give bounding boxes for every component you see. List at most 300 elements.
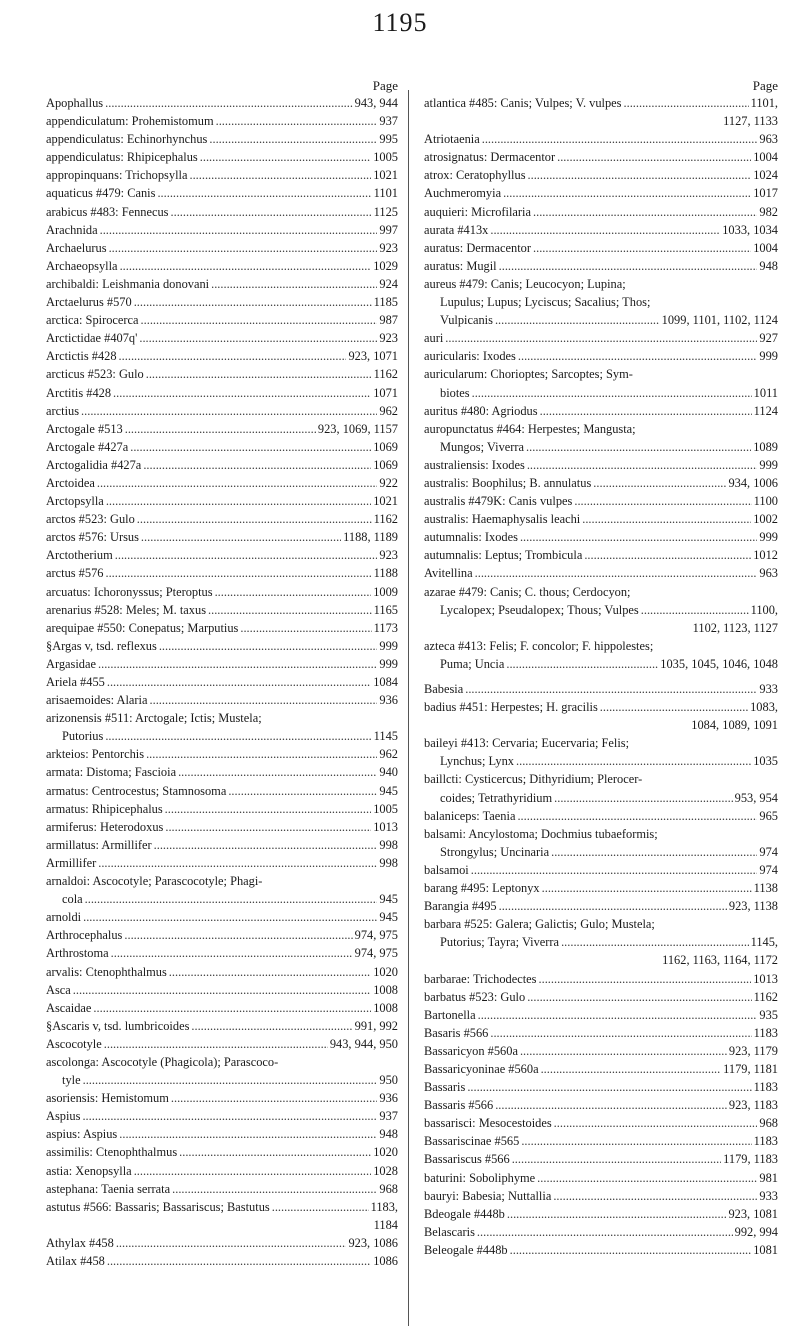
entry-pages: 1069	[373, 439, 398, 454]
entry-text: barbatus #523: Gulo	[424, 989, 526, 1004]
entry-pages: 992, 994	[734, 1224, 778, 1239]
entry-pages: 1183,	[370, 1199, 398, 1214]
leader-dots	[228, 782, 377, 800]
index-entry	[424, 1205, 778, 1223]
index-entry	[46, 1198, 398, 1234]
entry-text: badius #451: Herpestes; H. gracilis	[424, 700, 598, 715]
entry-pages: 1099, 1101, 1102, 1124	[661, 313, 778, 328]
entry-text: australiensis: Ixodes	[424, 457, 525, 472]
entry-pages: 1017	[753, 186, 778, 201]
entry-pages: 1020	[373, 964, 398, 979]
leader-dots	[119, 1125, 377, 1143]
entry-text: Basaris #566	[424, 1025, 489, 1040]
leader-dots	[106, 492, 371, 510]
leader-dots	[541, 1060, 722, 1078]
index-entry	[424, 347, 778, 365]
index-entry	[46, 275, 398, 293]
entry-pages: 922	[379, 475, 398, 490]
leader-dots	[533, 203, 757, 221]
entry-pages: 1086	[373, 1254, 398, 1268]
index-entry	[46, 583, 398, 601]
entry-text: arizonensis #511: Arctogale; Ictis; Mustela;	[46, 711, 262, 726]
index-entry	[46, 1035, 398, 1053]
leader-dots	[537, 1169, 757, 1187]
entry-pages: 933	[759, 1188, 778, 1203]
leader-dots	[540, 402, 752, 420]
entry-pages: 1084	[373, 675, 398, 689]
leader-dots	[539, 970, 752, 988]
entry-text: Atriotaenia	[424, 132, 480, 147]
index-entry	[424, 583, 778, 637]
entry-text: assimilis: Ctenophthalmus	[46, 1145, 178, 1160]
index-entry	[46, 203, 398, 221]
entry-text: Arthrocephalus	[46, 928, 123, 943]
index-entry	[424, 402, 778, 420]
entry-pages: 999	[759, 457, 778, 472]
entry-pages: 1028	[373, 1163, 398, 1178]
leader-dots	[520, 1042, 727, 1060]
page-number: 1195	[372, 8, 428, 37]
leader-dots	[542, 879, 752, 897]
entry-pages: 923, 1069, 1157	[317, 421, 398, 436]
index-entry	[46, 546, 398, 564]
entry-text: autumnalis: Leptus; Trombicula	[424, 548, 583, 563]
entry-text: Lupulus; Lupus; Lyciscus; Sacalius; Thos;	[440, 295, 651, 310]
index-entry	[46, 365, 398, 383]
entry-text: Apophallus	[46, 96, 104, 110]
index-entry	[424, 1024, 778, 1042]
entry-text: Bassaris #566	[424, 1098, 494, 1113]
entry-pages: 923, 1081	[728, 1206, 778, 1221]
index-entry	[424, 807, 778, 825]
entry-pages: 1162	[373, 367, 398, 382]
entry-text: armata: Distoma; Fascioia	[46, 765, 177, 780]
entry-pages: 1021	[373, 494, 398, 509]
entry-text: balsami: Ancylostoma; Dochmius tubaeformis;	[424, 826, 658, 841]
entry-pages: 1035, 1045, 1046, 1048	[660, 656, 778, 671]
index-entry	[46, 872, 398, 908]
entry-pages: 1101	[373, 186, 398, 201]
index-entry	[46, 944, 398, 962]
index-entry	[46, 510, 398, 528]
entry-text: Putorius	[62, 729, 104, 744]
index-entry	[424, 130, 778, 148]
entry-pages: 998	[379, 837, 398, 852]
index-entry	[424, 1006, 778, 1024]
entry-pages: 940	[379, 765, 398, 780]
leader-dots	[526, 438, 751, 456]
leader-dots	[107, 673, 371, 691]
index-entry	[46, 148, 398, 166]
entry-text: arabicus #483: Fennecus	[46, 204, 169, 219]
leader-dots	[165, 818, 371, 836]
leader-dots	[533, 239, 751, 257]
index-entry	[424, 239, 778, 257]
entry-text: Auchmeromyia	[424, 186, 502, 201]
entry-pages: 943, 944	[354, 96, 398, 110]
entry-text: Aspius	[46, 1109, 81, 1124]
entry-text: baturini: Soboliphyme	[424, 1170, 536, 1185]
leader-dots	[582, 510, 751, 528]
leader-dots	[105, 727, 371, 745]
entry-pages: 1004	[753, 150, 778, 165]
leader-dots	[171, 203, 372, 221]
entry-text: aurata #413x	[424, 222, 489, 237]
leader-dots	[98, 655, 377, 673]
entry-text: Arctitis #428	[46, 385, 112, 400]
entry-text: Bartonella	[424, 1007, 476, 1022]
entry-pages: 1008	[373, 1000, 398, 1015]
index-entry	[424, 770, 778, 806]
leader-dots	[518, 347, 758, 365]
index-entry	[424, 564, 778, 582]
entry-pages: 968	[759, 1116, 778, 1131]
entry-text: balaniceps: Taenia	[424, 808, 516, 823]
entry-text: Bassaricyoninae #560a	[424, 1061, 539, 1076]
leader-dots	[143, 456, 371, 474]
entry-text: Lycalopex; Pseudalopex; Thous; Vulpes	[440, 602, 639, 617]
leader-dots	[516, 752, 751, 770]
index-entry	[46, 691, 398, 709]
entry-text: azteca #413: Felis; F. concolor; F. hippolestes;	[424, 638, 654, 653]
index-entry	[46, 221, 398, 239]
entry-pages: 923, 1183	[728, 1098, 778, 1113]
entry-text: barbara #525: Galera; Galictis; Gulo; Mustela;	[424, 917, 655, 932]
entry-pages: 1183	[753, 1080, 778, 1095]
leader-dots	[73, 981, 371, 999]
index-entry	[46, 963, 398, 981]
entry-pages: 1024	[753, 168, 778, 183]
entry-text: Archaelurus	[46, 240, 107, 255]
leader-dots	[557, 148, 751, 166]
entry-pages: 1020	[373, 1145, 398, 1160]
entry-text: atlantica #485: Canis; Vulpes; V. vulpes	[424, 96, 622, 110]
entry-text: auricularis: Ixodes	[424, 349, 516, 364]
index-entry	[46, 800, 398, 818]
entry-text: Arctictis #428	[46, 349, 117, 364]
entry-text: baileyi #413: Cervaria; Eucervaria; Felis;	[424, 736, 630, 751]
entry-text: appendiculatus: Rhipicephalus	[46, 150, 198, 165]
entry-pages: 923, 1086	[348, 1235, 398, 1250]
entry-text: bassarisci: Mesocestoides	[424, 1116, 552, 1131]
entry-text: arctius	[46, 403, 80, 418]
entry-text: australis: Haemaphysalis leachi	[424, 512, 581, 527]
index-entry	[46, 908, 398, 926]
index-entry	[424, 1060, 778, 1078]
index-entry	[424, 879, 778, 897]
entry-pages: 1183	[753, 1134, 778, 1149]
index-entry	[46, 1180, 398, 1198]
leader-dots	[120, 257, 372, 275]
entry-pages: 923	[379, 548, 398, 563]
entry-pages: 962	[379, 403, 398, 418]
index-entry	[46, 637, 398, 655]
entry-pages: 1127, 1133	[723, 114, 778, 129]
entry-pages: 1100,	[750, 602, 778, 617]
index-entry	[46, 1252, 398, 1270]
index-entry	[424, 420, 778, 456]
leader-dots	[107, 1252, 371, 1270]
entry-pages: 1021	[373, 168, 398, 183]
index-entry	[46, 673, 398, 691]
entry-pages: 948	[379, 1127, 398, 1142]
entry-text: arenarius #528: Meles; M. taxus	[46, 602, 207, 617]
index-entry	[46, 818, 398, 836]
entry-pages: 1071	[373, 385, 398, 400]
leader-dots	[475, 564, 758, 582]
entry-text: azarae #479: Canis; C. thous; Cerdocyon;	[424, 584, 631, 599]
leader-dots	[172, 1180, 377, 1198]
entry-text: Putorius; Tayra; Viverra	[440, 935, 560, 950]
leader-dots	[119, 347, 347, 365]
index-entry	[424, 257, 778, 275]
entry-pages: 1138	[753, 881, 778, 896]
leader-dots	[216, 112, 378, 130]
leader-dots	[105, 564, 371, 582]
leader-dots	[98, 854, 377, 872]
entry-pages: 999	[759, 349, 778, 364]
entry-pages: 963	[759, 566, 778, 581]
entry-pages: 933	[759, 682, 778, 696]
leader-dots	[171, 1089, 378, 1107]
entry-text: aspius: Aspius	[46, 1127, 118, 1142]
index-entry	[46, 564, 398, 582]
leader-dots	[200, 148, 371, 166]
leader-dots	[165, 800, 372, 818]
leader-dots	[506, 655, 658, 673]
leader-dots	[134, 293, 372, 311]
entry-text: Avitellina	[424, 566, 473, 581]
entry-pages: 1083,	[750, 700, 778, 715]
index-entry	[424, 492, 778, 510]
entry-text: arctica: Spirocerca	[46, 313, 139, 328]
leader-dots	[472, 384, 752, 402]
leader-dots	[150, 691, 378, 709]
leader-dots	[83, 1071, 378, 1089]
leader-dots	[109, 239, 378, 257]
index-entry	[46, 1089, 398, 1107]
entry-text: §Argas v, tsd. reflexus	[46, 638, 157, 653]
index-entry	[424, 1150, 778, 1168]
index-entry	[46, 1125, 398, 1143]
leader-dots	[584, 546, 751, 564]
entry-text: Asca	[46, 982, 71, 997]
entry-text: appendiculatum: Prohemistomum	[46, 114, 214, 129]
leader-dots	[478, 1006, 758, 1024]
leader-dots	[100, 221, 378, 239]
entry-text: astutus #566: Bassaris; Bassariscus; Bastutus	[46, 1199, 270, 1214]
entry-text: arequipae #550: Conepatus; Marputius	[46, 620, 239, 635]
right-column-header: Page	[752, 78, 778, 93]
entry-pages: 1185	[373, 295, 398, 310]
entry-pages: 950	[379, 1073, 398, 1088]
index-entry	[46, 257, 398, 275]
entry-pages: 974, 975	[354, 946, 398, 961]
entry-pages: 987	[379, 313, 398, 328]
leader-dots	[81, 402, 377, 420]
leader-dots	[179, 1143, 371, 1161]
leader-dots	[495, 1096, 727, 1114]
index-entry	[424, 166, 778, 184]
entry-pages: 999	[379, 638, 398, 653]
index-entry	[46, 601, 398, 619]
entry-pages: 923	[379, 331, 398, 346]
left-column	[46, 78, 398, 1270]
entry-text: Arctogalidia #427a	[46, 457, 142, 472]
index-entry	[424, 1114, 778, 1132]
entry-text: Ascaidae	[46, 1000, 92, 1015]
index-entry	[424, 1241, 778, 1259]
entry-pages: 999	[379, 656, 398, 671]
entry-text: atrox: Ceratophyllus	[424, 168, 526, 183]
leader-dots	[503, 184, 751, 202]
index-entry	[46, 981, 398, 999]
entry-text: Strongylus; Uncinaria	[440, 844, 550, 859]
entry-pages: 981	[759, 1170, 778, 1185]
leader-dots	[189, 166, 371, 184]
leader-dots	[113, 384, 371, 402]
leader-dots	[272, 1198, 369, 1216]
entry-pages: 968	[379, 1181, 398, 1196]
entry-text: armillatus: Armillifer	[46, 837, 152, 852]
leader-dots	[97, 474, 378, 492]
index-entry	[424, 94, 778, 130]
entry-text: australis #479K: Canis vulpes	[424, 494, 573, 509]
leader-dots	[521, 1132, 751, 1150]
entry-text: Lynchus; Lynx	[440, 754, 514, 769]
index-entry	[46, 438, 398, 456]
entry-pages: 1013	[373, 819, 398, 834]
entry-text: Arctotherium	[46, 548, 113, 563]
column-divider	[408, 90, 409, 1326]
leader-dots	[600, 698, 748, 716]
leader-dots	[553, 1187, 757, 1205]
leader-dots	[82, 1107, 377, 1125]
leader-dots	[139, 329, 377, 347]
entry-pages: 1004	[753, 240, 778, 255]
entry-text: auropunctatus #464: Herpestes; Mangusta;	[424, 421, 636, 436]
index-entry	[424, 825, 778, 861]
entry-text: auratus: Dermacentor	[424, 240, 531, 255]
index-entry	[424, 203, 778, 221]
index-entry	[46, 456, 398, 474]
entry-text: auratus: Mugil	[424, 258, 497, 273]
entry-text: appropinquans: Trichopsylla	[46, 168, 188, 183]
entry-text: Arctictidae #407q'	[46, 331, 138, 346]
leader-dots	[124, 926, 352, 944]
leader-dots	[240, 619, 371, 637]
entry-text: arnoldi	[46, 910, 82, 925]
leader-dots	[146, 745, 377, 763]
entry-pages: 974, 975	[354, 928, 398, 943]
leader-dots	[134, 1162, 372, 1180]
entry-text: Bassariscinae #565	[424, 1134, 520, 1149]
entry-text: Belascaris	[424, 1224, 475, 1239]
index-entry	[424, 546, 778, 564]
leader-dots	[137, 510, 372, 528]
index-entry	[46, 474, 398, 492]
leader-dots	[517, 807, 757, 825]
index-entry	[424, 1132, 778, 1150]
entry-pages: 1145,	[750, 935, 778, 950]
entry-pages: 1089	[753, 439, 778, 454]
entry-pages: 974	[759, 844, 778, 859]
entry-pages: 1179, 1181	[723, 1061, 778, 1076]
entry-text: Bdeogale #448b	[424, 1206, 505, 1221]
entry-text: armatus: Rhipicephalus	[46, 801, 163, 816]
entry-text: auquieri: Microfilaria	[424, 204, 531, 219]
entry-text: tyle	[62, 1073, 81, 1088]
index-entry	[424, 221, 778, 239]
leader-dots	[507, 1205, 727, 1223]
entry-text: balsamoi	[424, 862, 469, 877]
entry-pages: 923, 1071	[348, 349, 398, 364]
entry-text: Bassaricyon #560a	[424, 1043, 518, 1058]
entry-pages: 935	[759, 1007, 778, 1022]
leader-dots	[551, 843, 757, 861]
entry-pages: 1183	[753, 1025, 778, 1040]
entry-pages: 1002	[753, 512, 778, 527]
leader-dots	[528, 166, 752, 184]
index-entry	[46, 1107, 398, 1125]
index-entry	[424, 637, 778, 673]
entry-pages: 1124	[753, 403, 778, 418]
entry-pages: 934, 1006	[728, 475, 778, 490]
entry-text: cola	[62, 892, 83, 907]
entry-pages: 924	[379, 276, 398, 291]
leader-dots	[154, 836, 378, 854]
entry-text: arcuatus: Ichoronyssus; Pteroptus	[46, 584, 213, 599]
index-entry	[424, 510, 778, 528]
index-entry	[46, 1053, 398, 1089]
entry-pages: 945	[379, 783, 398, 798]
entry-text: arctus #576	[46, 566, 104, 581]
entry-pages: 945	[379, 910, 398, 925]
entry-text: armiferus: Heterodoxus	[46, 819, 164, 834]
index-entry	[424, 1096, 778, 1114]
entry-text: arctos #576: Ursus	[46, 530, 139, 545]
entry-pages: 1013	[753, 971, 778, 986]
index-entry	[424, 970, 778, 988]
index-entry	[424, 148, 778, 166]
leader-dots	[510, 1241, 752, 1259]
entry-pages: 936	[379, 1091, 398, 1106]
entry-pages: 937	[379, 114, 398, 129]
entry-pages: 965	[759, 808, 778, 823]
entry-pages: 982	[759, 204, 778, 219]
entry-text: Arthrostoma	[46, 946, 109, 961]
leader-dots	[641, 601, 749, 619]
entry-text: auritus #480: Agriodus	[424, 403, 538, 418]
leader-dots	[178, 763, 377, 781]
entry-pages: 1101,	[750, 96, 778, 110]
leader-dots	[467, 1078, 751, 1096]
entry-text: arnaldoi: Ascocotyle; Parascocotyle; Phagi-	[46, 874, 263, 889]
index-entry	[424, 1169, 778, 1187]
right-column-entries	[424, 94, 778, 1259]
entry-text: barang #495: Leptonyx	[424, 881, 540, 896]
entry-text: ascolonga: Ascocotyle (Phagicola); Parascoco-	[46, 1054, 279, 1069]
entry-text: auri	[424, 331, 444, 346]
entry-text: Archaeopsylla	[46, 258, 118, 273]
entry-text: appendiculatus: Echinorhynchus	[46, 132, 208, 147]
leader-dots	[85, 890, 378, 908]
entry-pages: 1102, 1123, 1127	[692, 620, 778, 635]
index-entry	[46, 420, 398, 438]
entry-text: Arachnida	[46, 222, 98, 237]
leader-dots	[104, 1035, 328, 1053]
entry-text: Arctaelurus #570	[46, 295, 132, 310]
